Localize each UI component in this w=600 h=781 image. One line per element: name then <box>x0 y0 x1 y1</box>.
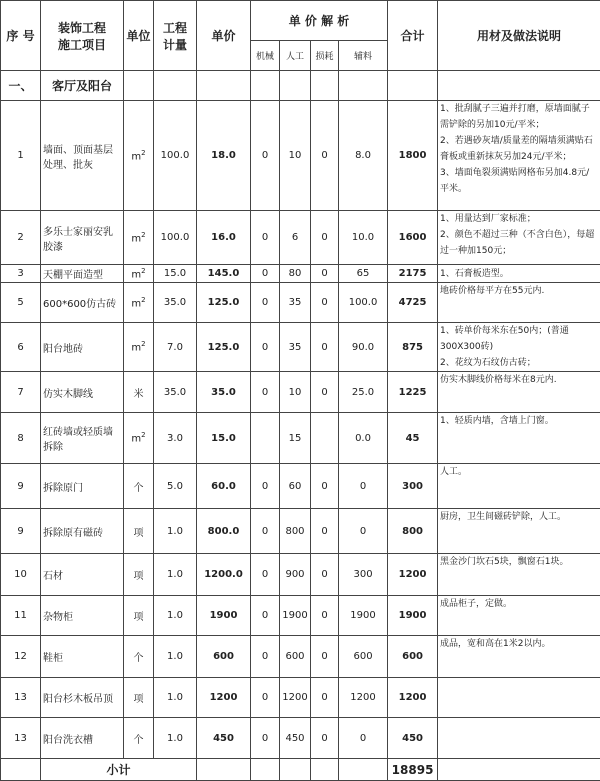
cell-item: 阳台地砖 <box>41 323 124 372</box>
subtotal-total: 18895 <box>388 759 438 781</box>
cell-notes: 地砖价格每平方在55元内. <box>438 283 600 323</box>
cell-total: 1200 <box>388 554 438 596</box>
unit-superscript: 2 <box>141 149 145 157</box>
table-row <box>1 718 600 759</box>
header-labor: 人工 <box>280 41 311 71</box>
cell-loss: 0 <box>311 678 339 718</box>
cell-price: 16.0 <box>197 211 251 265</box>
cell-machine: 0 <box>251 283 280 323</box>
header-seq: 序 号 <box>1 1 41 71</box>
cell-labor: 600 <box>280 636 311 678</box>
header-aux: 辅料 <box>339 41 388 71</box>
unit-text: m <box>131 343 141 354</box>
cell-unit <box>124 596 154 636</box>
cell-labor: 10 <box>280 101 311 211</box>
unit-text: m <box>131 434 141 445</box>
cell-price: 1200 <box>197 678 251 718</box>
unit-text: m <box>131 233 141 244</box>
cell-total: 1800 <box>388 101 438 211</box>
cell-aux: 0 <box>339 464 388 509</box>
unit-superscript: 2 <box>141 296 145 304</box>
cell-notes <box>438 718 600 759</box>
cell-machine: 0 <box>251 323 280 372</box>
cell-labor: 1900 <box>280 596 311 636</box>
cell-notes: 黑金沙门坎石5块，飘窗石1块。 <box>438 554 600 596</box>
table-row <box>1 265 600 283</box>
cell-seq: 3 <box>1 265 41 283</box>
cell-notes: 仿实木脚线价格每米在8元内. <box>438 372 600 413</box>
cell-price: 15.0 <box>197 413 251 464</box>
cell-machine: 0 <box>251 101 280 211</box>
cell-qty: 1.0 <box>154 596 197 636</box>
table-row <box>1 509 600 554</box>
unit-superscript: 2 <box>141 267 145 275</box>
cell-notes: 1、砖单价每米东在50内；(普通300X300砖) 2、花纹为石纹仿古砖； <box>438 323 600 372</box>
cell-loss: 0 <box>311 464 339 509</box>
cell-loss: 0 <box>311 101 339 211</box>
cell-seq: 13 <box>1 678 41 718</box>
cell-qty: 1.0 <box>154 636 197 678</box>
cell-notes: 1、用量达到厂家标准； 2、颜色不超过三种（不含白色），每超过一种加150元； <box>438 211 600 265</box>
cell-machine: 0 <box>251 636 280 678</box>
cell-total: 1900 <box>388 596 438 636</box>
section-name: 客厅及阳台 <box>41 71 124 101</box>
cell-loss: 0 <box>311 718 339 759</box>
cell-machine: 0 <box>251 509 280 554</box>
cell-price: 125.0 <box>197 283 251 323</box>
cell-aux: 65 <box>339 265 388 283</box>
header-unit: 单位 <box>124 1 154 71</box>
cell-aux: 8.0 <box>339 101 388 211</box>
cell-qty: 15.0 <box>154 265 197 283</box>
cell-seq: 6 <box>1 323 41 372</box>
cell-price: 145.0 <box>197 265 251 283</box>
cell-aux: 90.0 <box>339 323 388 372</box>
unit-text: 米 <box>134 389 144 400</box>
header-total: 合计 <box>388 1 438 71</box>
cell-qty: 35.0 <box>154 372 197 413</box>
cell-qty: 100.0 <box>154 211 197 265</box>
cell-labor: 80 <box>280 265 311 283</box>
table-row <box>1 101 600 211</box>
cell-notes: 1、批刮腻子三遍并打磨，原墙面腻子需铲除的另加10元/平米； 2、若遇砂灰墙/质量差的隔墙须满贴石膏板或重新抹灰另加24元/平米； 3、墙面龟裂须满贴网格布另加4.8元/平米。 <box>438 101 600 211</box>
table-row <box>1 636 600 678</box>
cell-machine <box>251 413 280 464</box>
table-row <box>1 283 600 323</box>
cell-loss: 0 <box>311 211 339 265</box>
cell-seq: 5 <box>1 283 41 323</box>
cell-item: 杂物柜 <box>41 596 124 636</box>
cell-notes: 人工。 <box>438 464 600 509</box>
cell-labor: 900 <box>280 554 311 596</box>
header-analysis: 单 价 解 析 <box>251 1 388 41</box>
unit-text: 项 <box>134 528 144 539</box>
table-row <box>1 596 600 636</box>
header-price: 单价 <box>197 1 251 71</box>
cell-unit <box>124 509 154 554</box>
cell-qty: 1.0 <box>154 678 197 718</box>
cell-unit <box>124 718 154 759</box>
cell-qty: 1.0 <box>154 509 197 554</box>
unit-superscript: 2 <box>141 340 145 348</box>
cell-qty: 35.0 <box>154 283 197 323</box>
cell-qty: 7.0 <box>154 323 197 372</box>
table-row <box>1 323 600 372</box>
cell-machine: 0 <box>251 554 280 596</box>
cell-total: 300 <box>388 464 438 509</box>
cell-price: 800.0 <box>197 509 251 554</box>
cell-labor: 6 <box>280 211 311 265</box>
cell-unit <box>124 413 154 464</box>
cell-loss: 0 <box>311 265 339 283</box>
cell-item: 拆除原有磁砖 <box>41 509 124 554</box>
table-row <box>1 678 600 718</box>
cell-machine: 0 <box>251 678 280 718</box>
cell-seq: 13 <box>1 718 41 759</box>
cell-qty: 100.0 <box>154 101 197 211</box>
cell-aux: 0 <box>339 718 388 759</box>
cell-seq: 11 <box>1 596 41 636</box>
cell-aux: 10.0 <box>339 211 388 265</box>
cell-item: 拆除原门 <box>41 464 124 509</box>
cell-loss: 0 <box>311 372 339 413</box>
table-row <box>1 554 600 596</box>
cell-labor: 35 <box>280 323 311 372</box>
table-row <box>1 211 600 265</box>
cell-unit <box>124 265 154 283</box>
cell-price: 35.0 <box>197 372 251 413</box>
unit-text: 个 <box>134 735 144 746</box>
cell-qty: 1.0 <box>154 554 197 596</box>
subtotal-label: 小计 <box>41 759 197 781</box>
cell-notes: 1、轻质内墙，含墙上门窗。 <box>438 413 600 464</box>
cell-seq: 2 <box>1 211 41 265</box>
cell-item: 600*600仿古砖 <box>41 283 124 323</box>
cell-labor: 1200 <box>280 678 311 718</box>
unit-text: 项 <box>134 571 144 582</box>
cell-machine: 0 <box>251 265 280 283</box>
cell-total: 2175 <box>388 265 438 283</box>
cell-unit <box>124 464 154 509</box>
section-seq: 一、 <box>1 71 41 101</box>
unit-text: m <box>131 151 141 162</box>
table-row <box>1 372 600 413</box>
header-notes: 用材及做法说明 <box>438 1 600 71</box>
cell-price: 1900 <box>197 596 251 636</box>
cell-unit <box>124 636 154 678</box>
cell-seq: 9 <box>1 464 41 509</box>
cell-unit <box>124 554 154 596</box>
cell-notes: 成品柜子，定做。 <box>438 596 600 636</box>
cell-item: 阳台洗衣槽 <box>41 718 124 759</box>
cell-labor: 450 <box>280 718 311 759</box>
cell-machine: 0 <box>251 211 280 265</box>
cell-unit <box>124 101 154 211</box>
cell-qty: 3.0 <box>154 413 197 464</box>
table-row <box>1 413 600 464</box>
header-loss: 损耗 <box>311 41 339 71</box>
cell-total: 800 <box>388 509 438 554</box>
header-qty: 工程 计量 <box>154 1 197 71</box>
cell-aux: 1200 <box>339 678 388 718</box>
unit-text: m <box>131 298 141 309</box>
cell-item: 鞋柜 <box>41 636 124 678</box>
cell-machine: 0 <box>251 464 280 509</box>
header-item: 装饰工程 施工项目 <box>41 1 124 71</box>
cell-item: 阳台杉木板吊顶 <box>41 678 124 718</box>
cell-seq: 9 <box>1 509 41 554</box>
cell-unit <box>124 283 154 323</box>
cell-qty: 1.0 <box>154 718 197 759</box>
cell-total: 45 <box>388 413 438 464</box>
cell-loss: 0 <box>311 596 339 636</box>
cell-labor: 10 <box>280 372 311 413</box>
cell-qty: 5.0 <box>154 464 197 509</box>
cell-aux: 300 <box>339 554 388 596</box>
cell-item: 仿实木脚线 <box>41 372 124 413</box>
cell-notes <box>438 678 600 718</box>
cell-price: 1200.0 <box>197 554 251 596</box>
table-row <box>1 464 600 509</box>
cell-price: 450 <box>197 718 251 759</box>
cell-notes: 成品，宽和高在1米2以内。 <box>438 636 600 678</box>
cell-aux: 25.0 <box>339 372 388 413</box>
cell-item: 天棚平面造型 <box>41 265 124 283</box>
unit-superscript: 2 <box>141 231 145 239</box>
cell-total: 1200 <box>388 678 438 718</box>
unit-text: 项 <box>134 612 144 623</box>
cell-aux: 0.0 <box>339 413 388 464</box>
cell-machine: 0 <box>251 372 280 413</box>
cell-seq: 7 <box>1 372 41 413</box>
cell-unit <box>124 323 154 372</box>
cell-labor: 35 <box>280 283 311 323</box>
unit-text: m <box>131 269 141 280</box>
cell-aux: 1900 <box>339 596 388 636</box>
cell-aux: 600 <box>339 636 388 678</box>
cell-seq: 8 <box>1 413 41 464</box>
cell-notes: 厨房，卫生间磁砖铲除，人工。 <box>438 509 600 554</box>
cell-total: 4725 <box>388 283 438 323</box>
cell-loss: 0 <box>311 554 339 596</box>
cell-unit <box>124 372 154 413</box>
cell-seq: 1 <box>1 101 41 211</box>
cell-seq: 10 <box>1 554 41 596</box>
cell-price: 600 <box>197 636 251 678</box>
unit-text: 个 <box>134 653 144 664</box>
cell-item: 多乐士家丽安乳胶漆 <box>41 211 124 265</box>
header-machine: 机械 <box>251 41 280 71</box>
cell-item: 石材 <box>41 554 124 596</box>
cell-aux: 0 <box>339 509 388 554</box>
cell-total: 450 <box>388 718 438 759</box>
cell-unit <box>124 211 154 265</box>
cell-total: 600 <box>388 636 438 678</box>
cell-loss <box>311 413 339 464</box>
cell-price: 18.0 <box>197 101 251 211</box>
cell-price: 125.0 <box>197 323 251 372</box>
cell-notes: 1、石膏板造型。 <box>438 265 600 283</box>
unit-text: 个 <box>134 483 144 494</box>
cell-loss: 0 <box>311 323 339 372</box>
cell-unit <box>124 678 154 718</box>
cell-labor: 60 <box>280 464 311 509</box>
cell-loss: 0 <box>311 283 339 323</box>
cell-machine: 0 <box>251 596 280 636</box>
cell-total: 1225 <box>388 372 438 413</box>
cell-labor: 15 <box>280 413 311 464</box>
cell-item: 墙面、顶面基层处理、批灰 <box>41 101 124 211</box>
unit-text: 项 <box>134 694 144 705</box>
cell-aux: 100.0 <box>339 283 388 323</box>
cell-machine: 0 <box>251 718 280 759</box>
cell-total: 875 <box>388 323 438 372</box>
cell-item: 红砖墙或轻质墙拆除 <box>41 413 124 464</box>
cell-price: 60.0 <box>197 464 251 509</box>
cell-loss: 0 <box>311 636 339 678</box>
cell-labor: 800 <box>280 509 311 554</box>
cell-total: 1600 <box>388 211 438 265</box>
cell-seq: 12 <box>1 636 41 678</box>
unit-superscript: 2 <box>141 431 145 439</box>
cell-loss: 0 <box>311 509 339 554</box>
